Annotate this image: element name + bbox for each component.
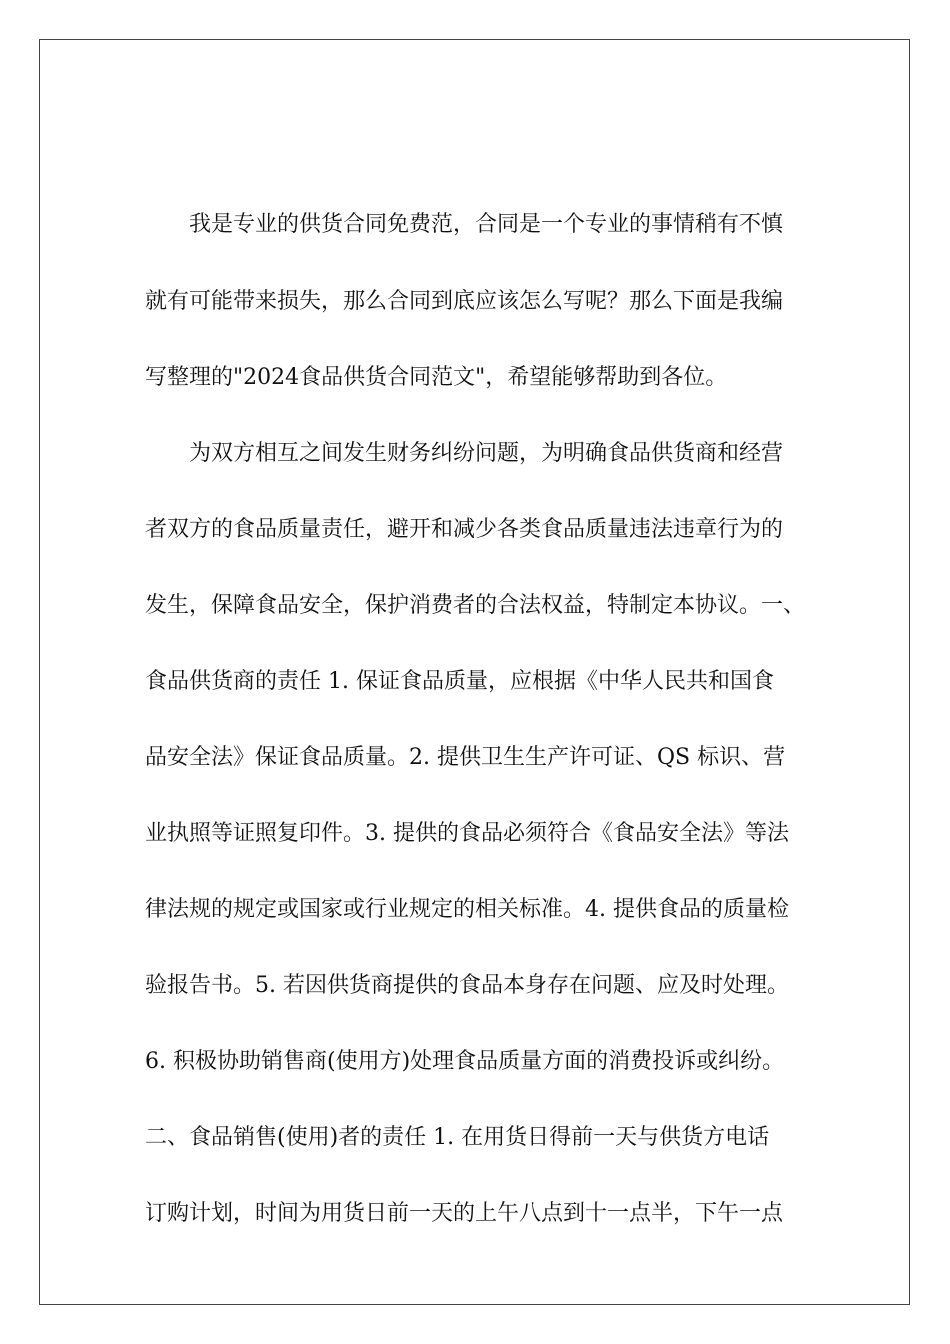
body-text-line: 写整理的"2024食品供货合同范文"，希望能够帮助到各位。 (145, 365, 728, 390)
body-text-line: 食品供货商的责任 1. 保证食品质量，应根据《中华人民共和国食 (145, 669, 774, 694)
body-text-line: 二、食品销售(使用)者的责任 1. 在用货日得前一天与供货方电话 (145, 1125, 770, 1150)
body-text-line: 验报告书。5. 若因供货商提供的食品本身存在问题、应及时处理。 (145, 973, 789, 998)
body-text-line: 律法规的规定或国家或行业规定的相关标准。4. 提供食品的质量检 (145, 897, 789, 922)
body-text-line: 我是专业的供货合同免费范，合同是一个专业的事情稍有不慎 (145, 212, 784, 237)
body-text-line: 品安全法》保证食品质量。2. 提供卫生生产许可证、QS 标识、营 (145, 745, 786, 770)
body-text-line: 发生，保障食品安全，保护消费者的合法权益，特制定本协议。一、 (145, 593, 806, 618)
body-text-line: 就有可能带来损失，那么合同到底应该怎么写呢？那么下面是我编 (145, 289, 784, 314)
body-text-line: 订购计划，时间为用货日前一天的上午八点到十一点半，下午一点 (145, 1201, 784, 1226)
body-text-line: 为双方相互之间发生财务纠纷问题，为明确食品供货商和经营 (145, 441, 784, 466)
body-text-line: 业执照等证照复印件。3. 提供的食品必须符合《食品安全法》等法 (145, 821, 789, 846)
body-text-line: 者双方的食品质量责任，避开和减少各类食品质量违法违章行为的 (145, 517, 784, 542)
body-text-line: 6. 积极协助销售商(使用方)处理食品质量方面的消费投诉或纠纷。 (145, 1049, 785, 1074)
